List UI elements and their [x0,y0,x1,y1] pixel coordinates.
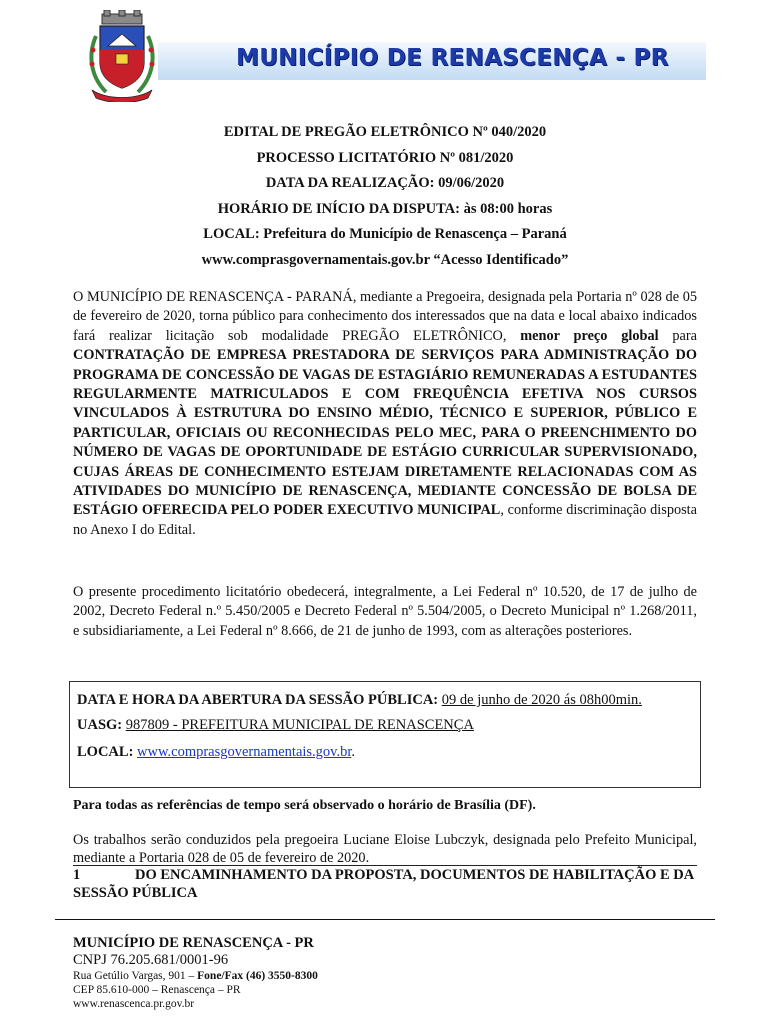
uasg-label: UASG: [77,717,123,733]
municipality-banner-title: MUNICÍPIO DE RENASCENÇA - PR [236,45,669,71]
opening-line [77,692,642,709]
opening-value: 09 de junho de 2020 ás 08h00min. [441,692,642,708]
intro-ending: , conforme discriminação disposta no Anexo I do Edital. [73,502,697,538]
letterhead [0,0,770,110]
intro-text: O MUNICÍPIO DE RENASCENÇA - PARANÁ, mediante a Pregoeira, designada pela Portaria nº 028 de 05 de fevereiro de 2020, torna público para conhecimento dos interessados que na data e local abaixo indicados fará realizar licitação sob modalidade PREGÃO ELETRÔNICO, [73,289,697,344]
uasg-line [77,717,474,734]
section-title-text: DO ENCAMINHAMENTO DA PROPOSTA, DOCUMENTOS DE HABILITAÇÃO E DA SESSÃO PÚBLICA [73,867,694,901]
dispute-start-time: HORÁRIO DE INÍCIO DA DISPUTA: às 08:00 horas [217,200,553,217]
process-number: PROCESSO LICITATÓRIO Nº 081/2020 [256,149,514,166]
heading-website: www.comprasgovernamentais.gov.br “Acesso Identificado” [201,251,569,268]
letterhead-banner [158,42,706,80]
realization-date: DATA DA REALIZAÇÃO: 09/06/2020 [265,175,505,191]
footer-phone: Fone/Fax (46) 3550-8300 [197,970,318,982]
time-reference-note: Para todas as referências de tempo será observado o horário de Brasília (DF). [73,798,536,813]
page-footer [73,934,573,1011]
municipal-coat-of-arms-icon [86,10,158,102]
footer-address: Rua Getúlio Vargas, 901 – [73,970,198,982]
procurement-object: CONTRATAÇÃO DE EMPRESA PRESTADORA DE SERVIÇOS PARA ADMINISTRAÇÃO DO PROGRAMA DE CONCESSÃO DE VAGAS DE ESTAGIÁRIO REMUNERADAS A ESTUDANTES REGULARMENTE MATRICULADOS E COM FREQUÊNCIA EFETIVA NOS CURSOS VINCULADOS À ESTRUTURA DO ENSINO MÉDIO, TÉCNICO E SUPERIOR, PÚBLICO E PARTICULAR, OFICIAIS OU RECONHECIDAS PELO MEC, PARA O PREENCHIMENTO DO NÚMERO DE VAGAS DE OPORTUNIDADE DE ESTÁGIO CURRICULAR SUPERVISIONADO, CUJAS ÁREAS DE CONHECIMENTO ESTEJAM DIRETAMENTE RELACIONADAS COM AS ATIVIDADES DO MUNICÍPIO DE RENASCENÇA, MEDIANTE CONCESSÃO DE BOLSA DE ESTÁGIO OFERECIDA PELO PODER EXECUTIVO MUNICIPAL [73,347,697,519]
local-line [77,744,355,761]
pregoeira-paragraph: Os trabalhos serão conduzidos pela pregoeira Luciane Eloise Lubczyk, designada pelo Prefeito Municipal, mediante a Portaria 028 de 05 de fevereiro de 2020. [73,832,697,866]
legal-basis-paragraph: O presente procedimento licitatório obedecerá, integralmente, a Lei Federal nº 10.520, de 17 de julho de 2002, Decreto Federal n.º 5.450/2005 e Decreto Federal nº 5.504/2005, o Decreto Municipal nº 1.268/2011, e subsidiariamente, a Lei Federal nº 8.666, de 21 de junho de 1993, com as alterações posteriores. [73,584,697,639]
compras-link[interactable]: www.comprasgovernamentais.gov.br [137,744,352,760]
document-heading [72,120,698,273]
uasg-value: 987809 - PREFEITURA MUNICIPAL DE RENASCENÇA [125,717,474,733]
session-info-box [69,681,701,788]
edital-number: EDITAL DE PREGÃO ELETRÔNICO Nº 040/2020 [223,124,547,140]
footer-address-line [73,969,573,983]
heading-location: LOCAL: Prefeitura do Município de Renascença – Paraná [203,226,567,242]
footer-divider [55,919,715,920]
local-label: LOCAL: [77,744,134,760]
opening-label: DATA E HORA DA ABERTURA DA SESSÃO PÚBLICA: [77,692,439,708]
connector-text: para [658,327,697,344]
section-number: 1 [73,867,81,883]
local-end: . [351,744,356,760]
footer-municipality: MUNICÍPIO DE RENASCENÇA - PR [73,935,314,951]
intro-paragraph [73,288,697,540]
section-1-title [73,866,697,902]
footer-cep: CEP 85.610-000 – Renascença – PR [73,984,241,996]
footer-website[interactable]: www.renascenca.pr.gov.br [73,998,195,1010]
award-criterion: menor preço global [520,327,659,344]
footer-cnpj: CNPJ 76.205.681/0001-96 [73,952,229,968]
